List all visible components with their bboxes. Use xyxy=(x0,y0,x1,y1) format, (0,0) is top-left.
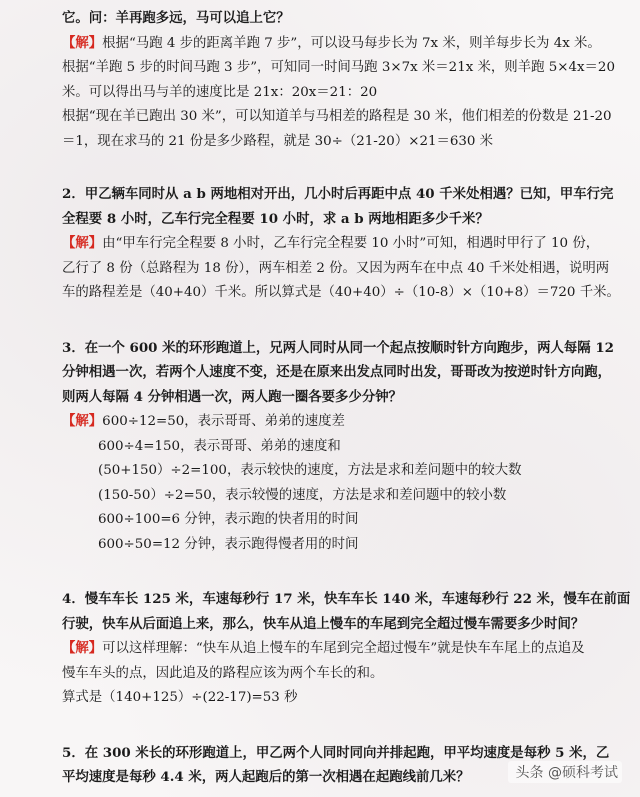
solution-tag: 【解】 xyxy=(62,640,103,656)
q5-question-line-1: 5．在 300 米长的环形跑道上，甲乙两个人同时同向并排起跑，甲平均速度是每秒 5 米，乙 xyxy=(62,744,610,761)
q3-question-line-2: 分钟相遇一次，若两个人速度不变，还是在原来出发点同时出发，哥哥改为按逆时针方向跑， xyxy=(62,364,612,380)
q1-solution-line-4: 根据“现在羊已跑出 30 米”，可以知道羊与马相差的路程是 30 米，他们相差的份数是 21-20 xyxy=(62,109,612,124)
q3-solution-line-4: (150-50）÷2=50，表示较慢的速度，方法是求和差问题中的较小数 xyxy=(98,487,507,503)
q3-solution-line-5: 600÷100=6 分钟，表示跑的快者用的时间 xyxy=(98,512,359,527)
watermark xyxy=(508,761,622,783)
q2-question-line-1: 2．甲乙辆车同时从 a b 两地相对开出，几小时后再距中点 40 千米处相遇？已知，甲车行完 xyxy=(62,186,614,202)
q3-question-line-3: 则两人每隔 4 分钟相遇一次，两人跑一圈各要多少分钟？ xyxy=(62,388,403,405)
q3-solution-line-1: 【解】600÷12=50，表示哥哥、弟弟的速度差 xyxy=(62,413,345,429)
q4-solution-line-1: 【解】可以这样理解：“快车从追上慢车的车尾到完全超过慢车”就是快车车尾上的点追及 xyxy=(62,640,585,656)
q2-solution-line-1: 【解】由“甲车行完全程要 8 小时，乙车行完全程要 10 小时”可知，相遇时甲行了 10 份， xyxy=(62,235,600,251)
solution-tag: 【解】 xyxy=(62,235,103,251)
solution-tag: 【解】 xyxy=(62,34,103,51)
q3-solution-line-2: 600÷4=150，表示哥哥、弟弟的速度和 xyxy=(98,438,341,454)
q4-solution-line-3: 算式是（140+125）÷(22-17)=53 秒 xyxy=(62,690,298,705)
q4-question-line-2: 行驶，快车从后面追上来，那么，快车从追上慢车的车尾到完全超过慢车需要多少时间？ xyxy=(62,615,585,632)
q3-solution-line-6: 600÷50=12 分钟，表示跑得慢者用的时间 xyxy=(98,536,359,552)
q1-question-tail: 它。问：羊再跑多远，马可以追上它？ xyxy=(62,10,290,26)
document-body xyxy=(62,6,631,790)
q2-solution-line-2: 乙行了 8 份（总路程为 18 份），两车相差 2 份。又因为两车在中点 40 千米处相遇，说明两 xyxy=(62,260,610,276)
q4-question-line-1: 4．慢车车长 125 米，车速每秒行 17 米，快车车长 140 米，车速每秒行 22 米，慢车在前面 xyxy=(62,591,631,607)
q2-question-line-2: 全程要 8 小时，乙车行完全程要 10 小时，求 a b 两地相距多少千米？ xyxy=(62,210,489,227)
q3-question-line-1: 3．在一个 600 米的环形跑道上，兄两人同时从同一个起点按顺时针方向跑步，两人每隔 12 xyxy=(62,339,614,356)
q1-solution-line-5: ＝1，现在求马的 21 份是多少路程，就是 30÷（21-20）×21＝630 米 xyxy=(62,133,494,149)
q1-solution-line-1: 【解】根据“马跑 4 步的距离羊跑 7 步”，可以设马每步长为 7x 米，则羊每步长为 4x 米。 xyxy=(62,34,601,51)
q4-solution-line-2: 慢车车头的点，因此追及的路程应该为两个车长的和。 xyxy=(62,665,384,681)
q5-question-line-2: 平均速度是每秒 4.4 米，两人起跑后的第一次相遇在起跑线前几米？ xyxy=(62,769,470,785)
watermark-text: 头条 @硕科考试 xyxy=(515,765,618,781)
solution-tag: 【解】 xyxy=(62,413,103,429)
q1-solution-line-3: 米。可以得出马与羊的速度比是 21x：20x＝21：20 xyxy=(62,84,378,100)
q1-solution-line-2: 根据“羊跑 5 步的时间马跑 3 步”，可知同一时间马跑 3×7x 米＝21x 米，则羊跑 5×4x＝20 xyxy=(62,60,615,75)
q3-solution-line-3: (50+150）÷2=100，表示较快的速度，方法是求和差问题中的较大数 xyxy=(98,463,522,478)
q2-solution-line-3: 车的路程差是（40+40）千米。所以算式是（40+40）÷（10-8）×（10+8）＝720 千米。 xyxy=(62,285,620,300)
